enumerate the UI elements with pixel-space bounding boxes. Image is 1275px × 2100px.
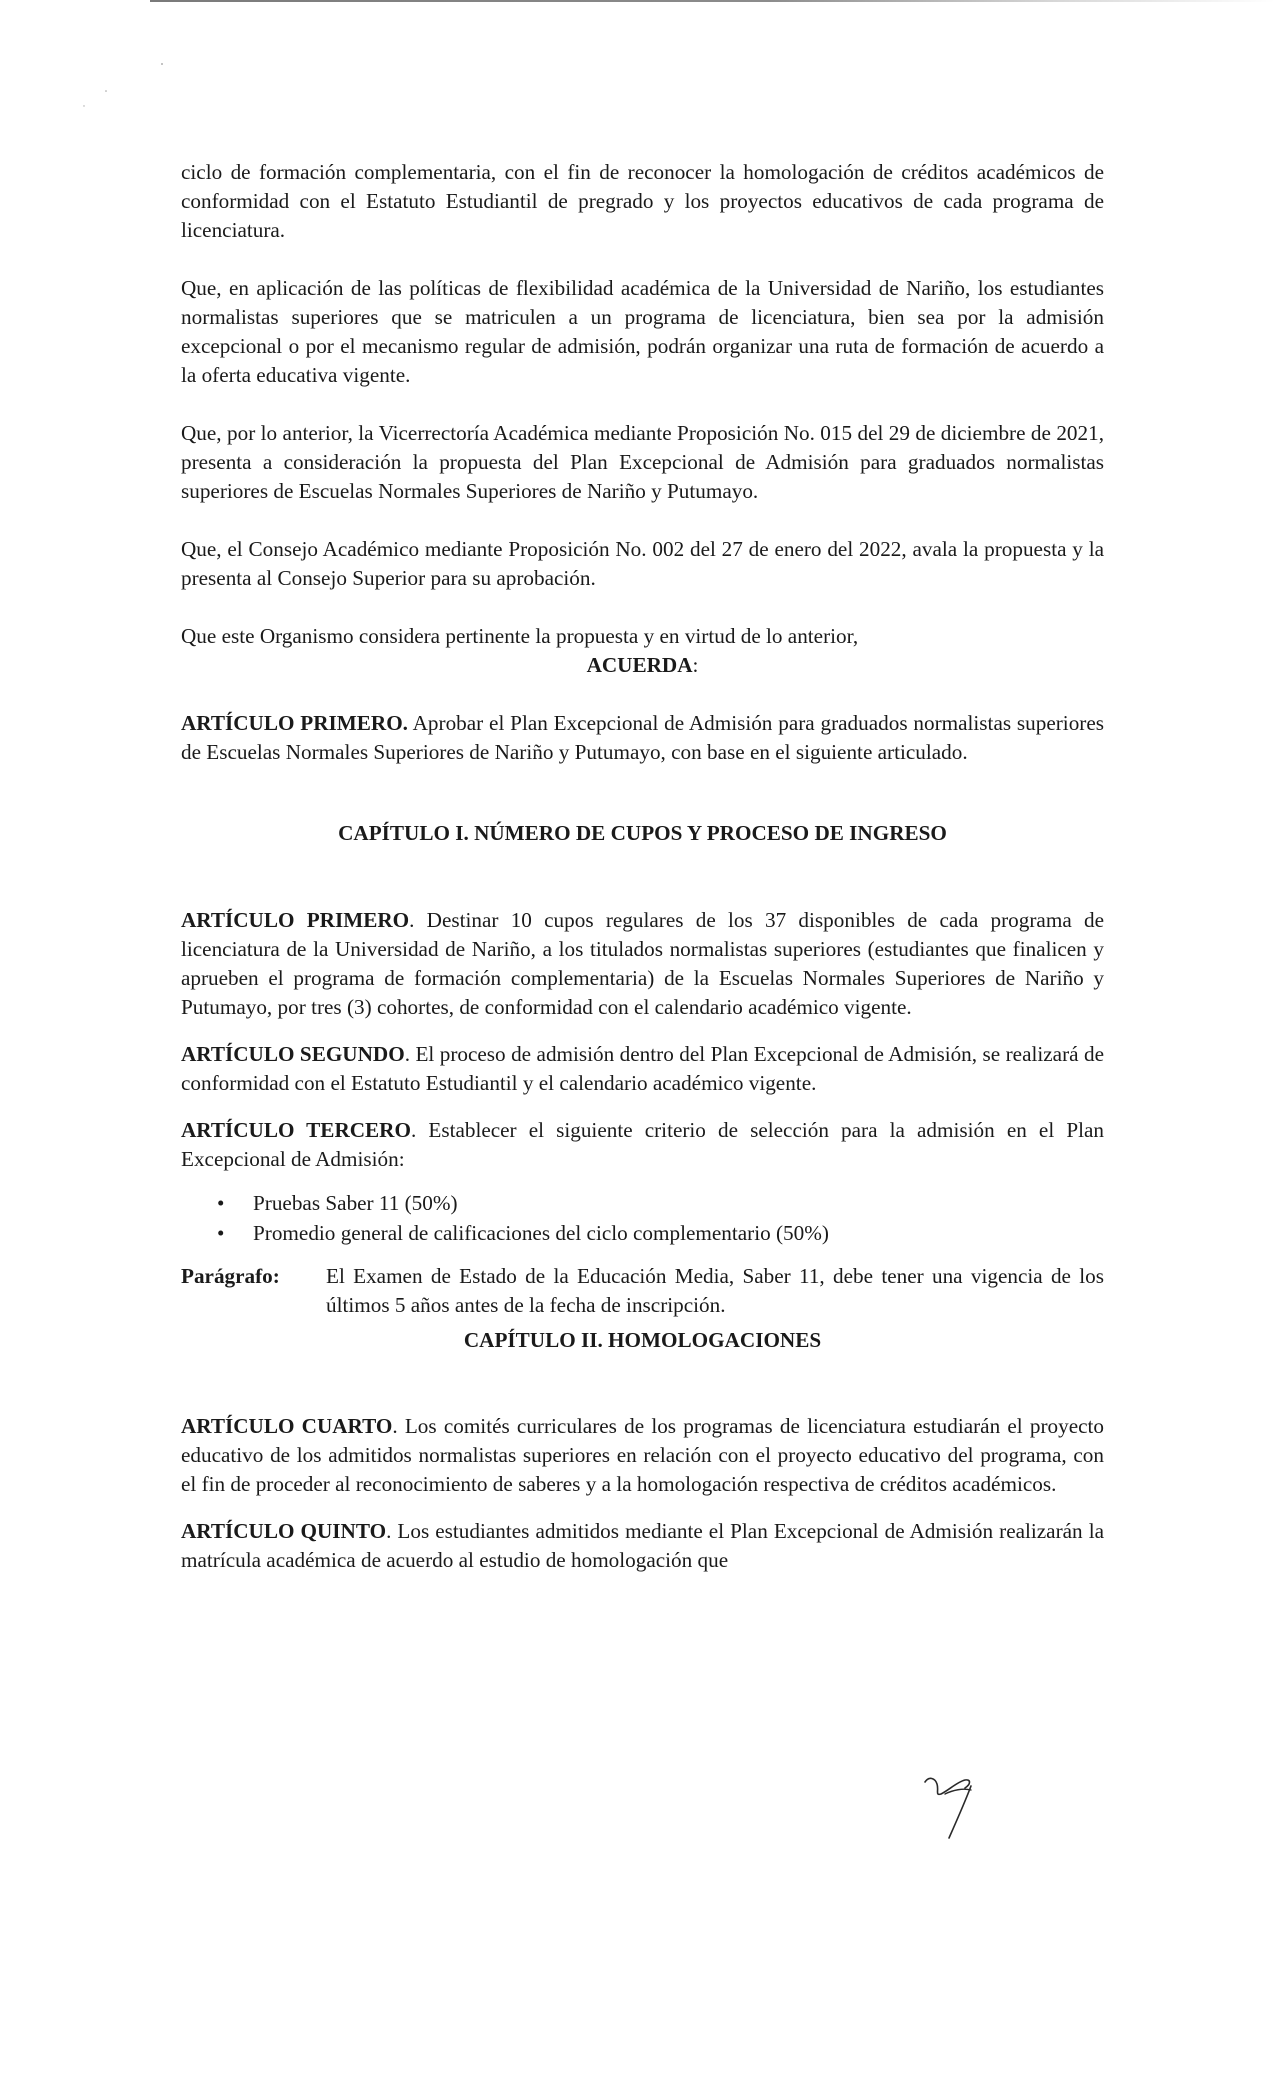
paragrafo-text: El Examen de Estado de la Educación Media, Saber 11, debe tener una vigencia de los últimos 5 años antes de la fecha de inscripción. xyxy=(326,1264,1104,1317)
acuerda-heading xyxy=(181,651,1104,680)
criterio-saber-11: Pruebas Saber 11 (50%) xyxy=(253,1191,458,1215)
considerando-vicerrectoria: Que, por lo anterior, la Vicerrectoría Académica mediante Proposición No. 015 del 29 de diciembre de 2021, presenta a consideración la propuesta del Plan Excepcional de Admisión para graduados normalistas superiores de Escuelas Normales Superiores de Nariño y Putumayo. xyxy=(181,421,1104,503)
articulo-aprobacion-label: ARTÍCULO PRIMERO. xyxy=(181,711,408,735)
scan-specks xyxy=(80,60,170,110)
acuerda-word: ACUERDA xyxy=(586,653,693,677)
articulo-segundo xyxy=(181,1040,1104,1098)
considerando-organismo: Que este Organismo considera pertinente la propuesta y en virtud de lo anterior, xyxy=(181,624,859,648)
articulo-aprobacion-text: Aprobar el Plan Excepcional de Admisión para graduados normalistas superiores de Escuelas Normales Superiores de Nariño y Putumayo, con base en el siguiente articulado. xyxy=(181,711,1104,764)
intro-continuation: ciclo de formación complementaria, con el fin de reconocer la homologación de créditos académicos de conformidad con el Estatuto Estudiantil de pregrado y los proyectos educativos de cada programa de licenciatura. xyxy=(181,160,1104,242)
articulo-primero-text: . Destinar 10 cupos regulares de los 37 disponibles de cada programa de licenciatura de la Universidad de Nariño, a los titulados normalistas superiores (estudiantes que finalicen y aprueben el programa de formación complementaria) de la Escuelas Normales Superiores de Nariño y Putumayo, por tres (3) cohortes, de conformidad con el calendario académico vigente. xyxy=(181,908,1104,1019)
articulo-tercero xyxy=(181,1116,1104,1174)
criterio-promedio: Promedio general de calificaciones del ciclo complementario (50%) xyxy=(253,1221,829,1245)
articulo-primero xyxy=(181,906,1104,1022)
list-item xyxy=(217,1188,1104,1218)
articulo-cuarto-label: ARTÍCULO CUARTO xyxy=(181,1414,393,1438)
document-page xyxy=(181,158,1104,1575)
bullet-icon: • xyxy=(217,1221,225,1245)
articulo-cuarto xyxy=(181,1412,1104,1499)
articulo-tercero-label: ARTÍCULO TERCERO xyxy=(181,1118,411,1142)
criterios-list xyxy=(181,1188,1104,1248)
acuerda-colon: : xyxy=(692,653,699,677)
articulo-quinto-label: ARTÍCULO QUINTO xyxy=(181,1519,387,1543)
articulo-cuarto-text: . Los comités curriculares de los programas de licenciatura estudiarán el proyecto educativo de los admitidos normalistas superiores en relación con el proyecto educativo del programa, con el fin de proceder al reconocimiento de saberes y a la homologación respectiva de créditos académicos. xyxy=(181,1414,1104,1496)
paragrafo-label: Parágrafo: xyxy=(181,1264,280,1288)
list-item xyxy=(217,1218,1104,1248)
articulo-segundo-text: . El proceso de admisión dentro del Plan Excepcional de Admisión, se realizará de conformidad con el Estatuto Estudiantil y el calendario académico vigente. xyxy=(181,1042,1104,1095)
considerando-flexibilidad: Que, en aplicación de las políticas de flexibilidad académica de la Universidad de Nariño, los estudiantes normalistas superiores que se matriculen a un programa de licenciatura, bien sea por la admisión excepcional o por el mecanismo regular de admisión, podrán organizar una ruta de formación de acuerdo a la oferta educativa vigente. xyxy=(181,276,1104,387)
articulo-segundo-label: ARTÍCULO SEGUNDO xyxy=(181,1042,405,1066)
capitulo-1-heading: CAPÍTULO I. NÚMERO DE CUPOS Y PROCESO DE INGRESO xyxy=(338,821,947,845)
articulo-quinto-text: . Los estudiantes admitidos mediante el Plan Excepcional de Admisión realizarán la matrícula académica de acuerdo al estudio de homologación que xyxy=(181,1519,1104,1572)
scan-top-edge xyxy=(150,0,1275,2)
considerando-consejo-academico: Que, el Consejo Académico mediante Proposición No. 002 del 27 de enero del 2022, avala la propuesta y la presenta al Consejo Superior para su aprobación. xyxy=(181,537,1104,590)
handwritten-initials xyxy=(905,1772,985,1844)
articulo-quinto xyxy=(181,1517,1104,1575)
articulo-primero-label: ARTÍCULO PRIMERO xyxy=(181,908,410,932)
articulo-aprobacion xyxy=(181,709,1104,767)
articulo-tercero-text: . Establecer el siguiente criterio de selección para la admisión en el Plan Excepcional de Admisión: xyxy=(181,1118,1104,1171)
capitulo-2-heading: CAPÍTULO II. HOMOLOGACIONES xyxy=(463,1328,822,1352)
paragrafo-block xyxy=(181,1262,1104,1320)
bullet-icon: • xyxy=(217,1191,225,1215)
